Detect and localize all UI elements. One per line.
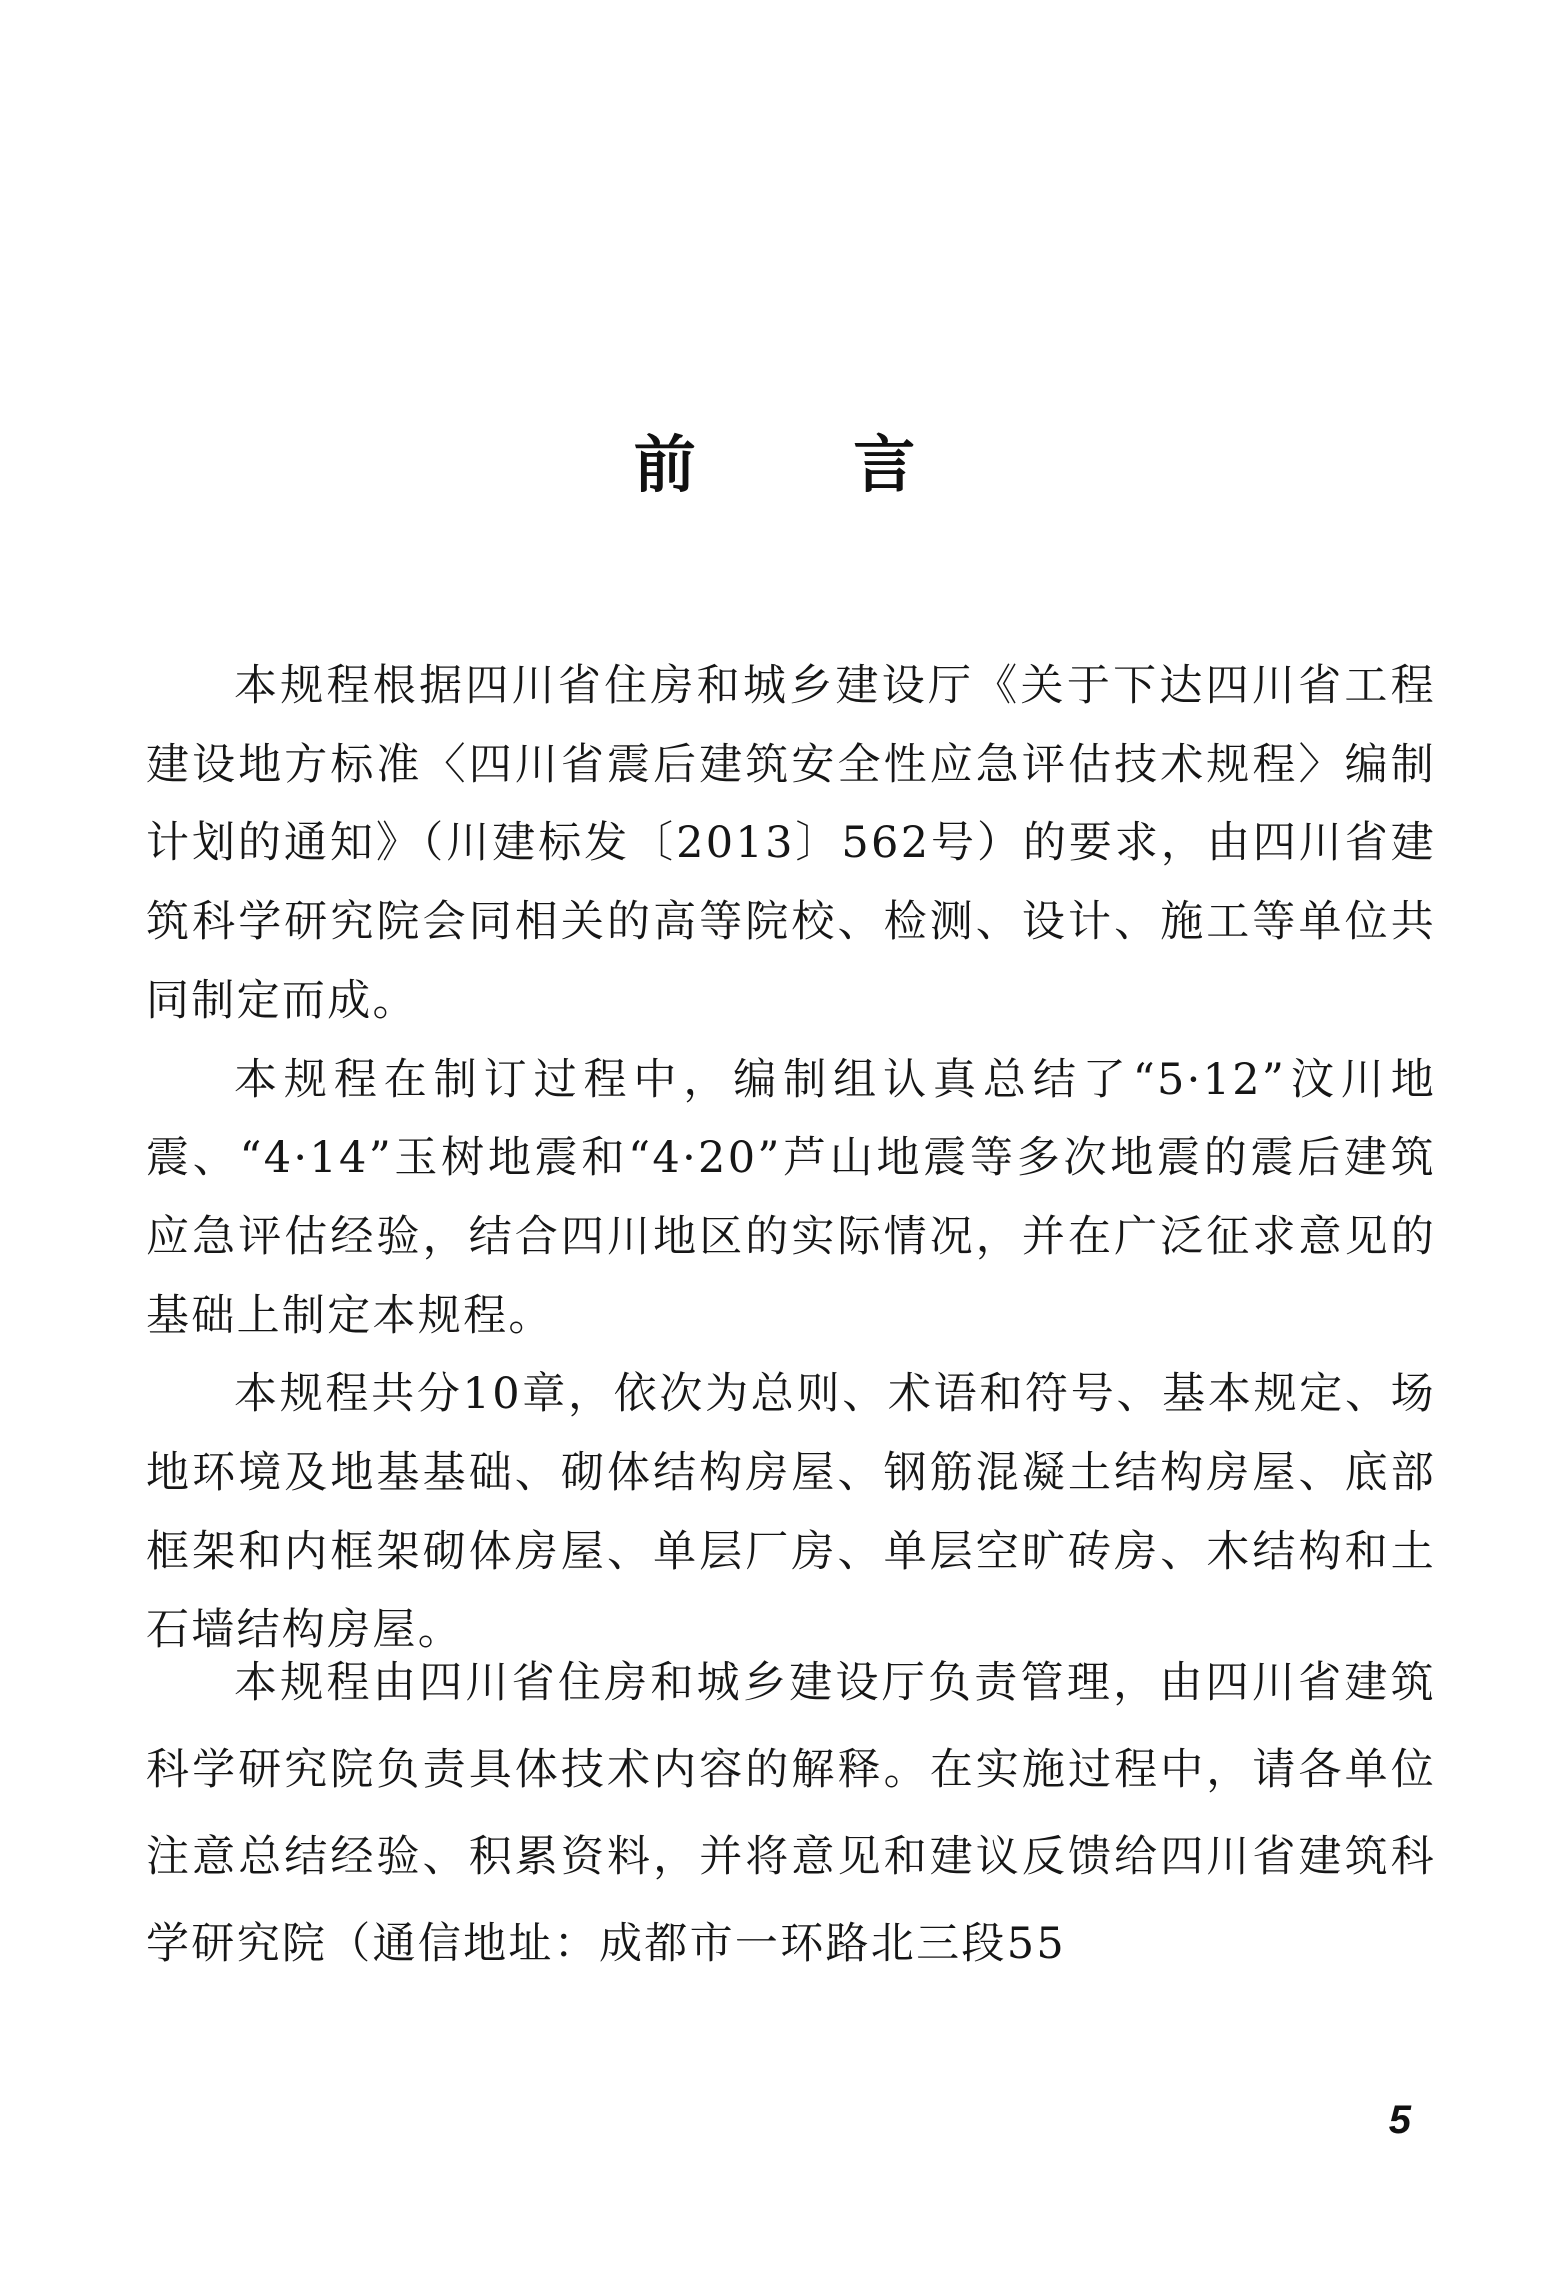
paragraph-3: 本规程共分10章，依次为总则、术语和符号、基本规定、场地环境及地基基础、砌体结构房屋、钢筋混凝土结构房屋、底部框架和内框架砌体房屋、单层厂房、单层空旷砖房、木结构和土石墙结构房屋。 [146,1369,1436,1656]
page-title: 前 言 [633,428,984,501]
paragraph-2: 本规程在制订过程中，编制组认真总结了“5·12”汶川地震、“4·14”玉树地震和“4·20”芦山地震等多次地震的震后建筑应急评估经验，结合四川地区的实际情况，并在广泛征求意见的基础上制定本规程。 [146,1054,1436,1341]
body-text-continued [146,1640,1436,1988]
body-text [146,647,1436,1670]
page-number: 5 [1388,2098,1411,2142]
paragraph-4: 本规程由四川省住房和城乡建设厅负责管理，由四川省建筑科学研究院负责具体技术内容的解释。在实施过程中，请各单位注意总结经验、积累资料，并将意见和建议反馈给四川省建筑科学研究院（通信地址：成都市一环路北三段55 [146,1658,1436,1969]
paragraph-1: 本规程根据四川省住房和城乡建设厅《关于下达四川省工程建设地方标准〈四川省震后建筑安全性应急评估技术规程〉编制计划的通知》（川建标发〔2013〕562号）的要求，由四川省建筑科学研究院会同相关的高等院校、检测、设计、施工等单位共同制定而成。 [146,661,1436,1026]
